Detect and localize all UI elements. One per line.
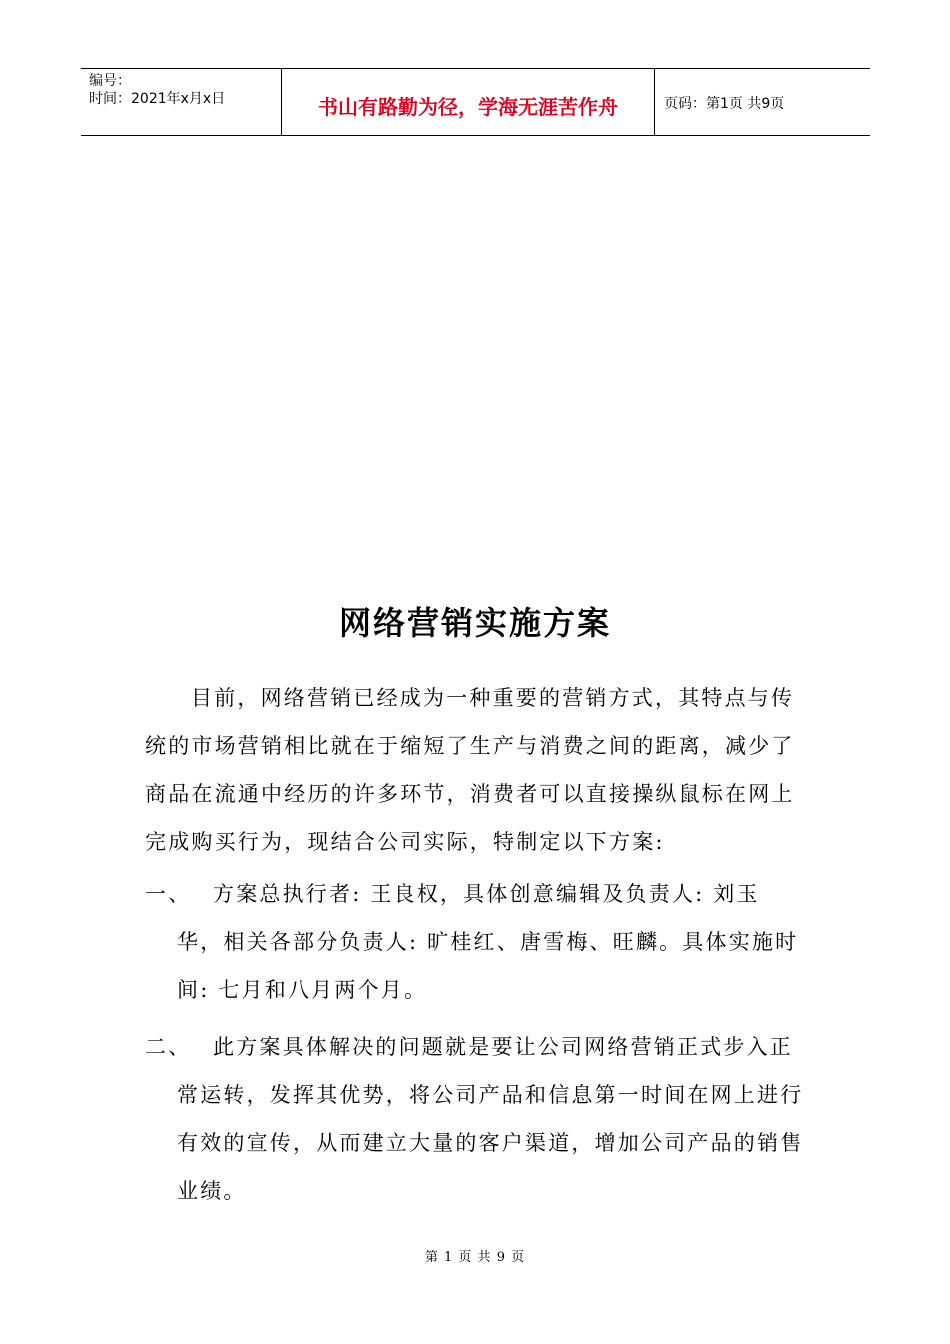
document-title: 网络营销实施方案 xyxy=(338,604,611,642)
header-motto: 书山有路勤为径，学海无涯苦作舟 xyxy=(282,69,655,135)
time-label: 时间：2021年x月x日 xyxy=(89,91,226,107)
list-marker: 二、 xyxy=(145,1035,192,1059)
header-meta xyxy=(81,69,282,135)
list-item-text: 方案总执行者: 王良权，具体创意编辑及负责人: 刘玉华，相关各部分负责人: 旷桂红、唐雪梅、旺麟。具体实施时间: 七月和八月两个月。 xyxy=(177,882,799,1002)
list-item xyxy=(145,1023,805,1215)
list-marker: 一、 xyxy=(145,882,192,906)
intro-paragraph: 目前，网络营销已经成为一种重要的营销方式，其特点与传统的市场营销相比就在于缩短了生产与消费之间的距离，减少了商品在流通中经历的许多环节，消费者可以直接操纵鼠标在网上完成购买行为，现结合公司实际，特制定以下方案: xyxy=(145,686,795,854)
number-label: 编号： xyxy=(89,73,131,89)
list-item-text: 此方案具体解决的问题就是要让公司网络营销正式步入正常运转，发挥其优势，将公司产品和信息第一时间在网上进行有效的宣传，从而建立大量的客户渠道，增加公司产品的销售业绩。 xyxy=(177,1035,804,1203)
list-item xyxy=(145,870,805,1014)
header-page-code: 页码：第1页 共9页 xyxy=(664,96,785,112)
page-footer: 第 1 页 共 9 页 xyxy=(424,1250,526,1265)
page-header xyxy=(81,68,870,136)
